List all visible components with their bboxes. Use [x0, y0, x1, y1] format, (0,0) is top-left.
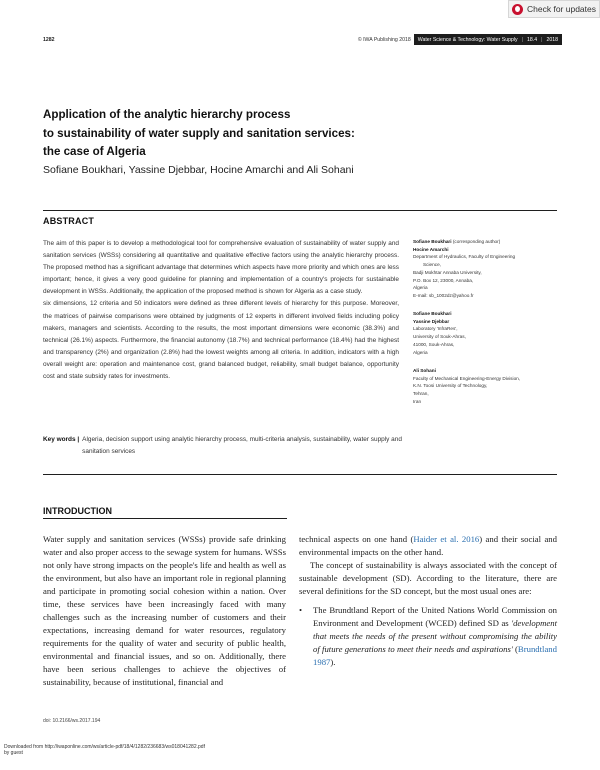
- body-paragraph: Water supply and sanitation services (WSSs) provide safe drinking water and also proper access to the sewage system for humans. WSSs not only have strong impacts on the people's life and health as well as the environment, but also have an important role in regional planning and participate in promoting social cohesion within a nation. Over time, these services have been increasingly faced with many challenges such as the increasing number of customers and their expectations, increasing demand for water resources, regulatory requirements for the quality of water and security of public health, environmental and financial issues, and so on. Additionally, there have been serious challenges to achieve the objectives of sustainability, because of institutional, financial and: [43, 534, 286, 687]
- check-for-updates-icon: [512, 4, 523, 15]
- affiliation-line: Badji Mokhtar Annaba University,: [413, 269, 482, 275]
- abstract-paragraph: six dimensions, 12 criteria and 50 indicators were defined as three different levels of hierarchy for this purpose. Moreover, the matrices of pairwise comparisons were obtained by judgments of 12 experts in different involved fields including policy makers, managers and scientists. According to the results, the most important dimensions were economic (38.3%) and technical (26.1%) aspects. Furthermore, the financial autonomy (18.7%) and technical performance (18.4%) had the highest and transparency (2%) and organization (2.8%) had the lowest weights among all criteria. In addition, indicators with a high overall weight are: operation and maintenance cost, grand balanced budget, reliability, small budget balance, opportunity cost and state subsidy rates for investments.: [43, 300, 399, 381]
- affiliation-email: E-mail: sb_1002dz@yahoo.fr: [413, 292, 474, 298]
- journal-year: 2018: [546, 36, 558, 43]
- affiliation-block: [413, 238, 573, 300]
- introduction-heading: INTRODUCTION: [43, 506, 112, 516]
- copyright: © IWA Publishing 2018: [357, 36, 411, 43]
- affiliation-name: Ali Sohani: [413, 368, 436, 373]
- affiliation-line: Hocine Amarchi: [413, 246, 449, 252]
- affiliation-line: K.N. Toosi University of Technology,: [413, 383, 488, 389]
- journal-name: Water Science & Technology: Water Supply: [417, 36, 518, 43]
- affiliation-line: Faculty of Mechanical Engineering-Energy Division,: [413, 375, 521, 381]
- body-column-left: [43, 533, 286, 689]
- abstract-rule-top: [43, 210, 557, 211]
- page-number: 1282: [43, 36, 55, 43]
- affiliation-line: Science,: [423, 262, 441, 268]
- affiliation-line: Yassine Djebbar: [413, 318, 450, 324]
- citation-link[interactable]: Haider et al. 2016: [413, 534, 480, 544]
- bullet-icon: •: [299, 605, 303, 615]
- running-head: [43, 33, 562, 46]
- journal-band: Water Science & Technology: Water Supply | 18.4 | 2018: [414, 34, 562, 45]
- affiliation-line: Algeria: [413, 349, 428, 355]
- footer-line: Downloaded from http://iwaponline.com/ws/article-pdf/18/4/1282/236683/ws018041282.pdf: [4, 744, 205, 750]
- affiliation-line: University of Souk-Ahras,: [413, 334, 466, 340]
- download-footer: [4, 744, 205, 756]
- journal-issue: 18.4: [526, 36, 538, 43]
- affiliation-note: (corresponding author): [451, 239, 501, 244]
- abstract-body: [43, 238, 399, 383]
- title-line: to sustainability of water supply and sanitation services:: [43, 126, 355, 140]
- quote-text: 'development that meets the needs of the present without compromising the ability of future generations to meet their needs and aspirations': [313, 618, 557, 654]
- abstract-paragraph: The aim of this paper is to develop a methodological tool for comprehensive evaluation of sustainability of water supply and sanitation services (WSSs) considering all quantitative and qualitative effective factors using the analytic hierarchy process. The proposed method has a significant advantage that determines which aspects have more priority and which ones are less important; hence, it gives a very good guideline for planning and implementation of a country's projects for sustainable development in WSSs. Additionally, the application of the proposed method is shown for Algeria as a case study.: [43, 240, 399, 296]
- affiliation-line: Department of Hydraulics, Faculty of Engineering: [413, 254, 516, 260]
- check-for-updates-button[interactable]: [508, 0, 600, 18]
- title-line: the case of Algeria: [43, 145, 146, 158]
- citation-link[interactable]: Brundtland 1987: [313, 644, 557, 667]
- affiliation-line: P.O. Box 12, 23000, Annaba,: [413, 277, 474, 283]
- paper-title: [43, 106, 423, 162]
- affiliation-name: Sofiane Boukhari: [413, 311, 452, 316]
- doi: doi: 10.2166/ws.2017.194: [43, 718, 101, 724]
- keywords-text: Algeria, decision support using analytic hierarchy process, multi-criteria analysis, sustainability, water supply and sanitation services: [82, 436, 402, 456]
- affiliation-line: Iran: [413, 398, 422, 404]
- author-list: Sofiane Boukhari, Yassine Djebbar, Hocine Amarchi and Ali Sohani: [43, 164, 354, 176]
- keywords: [43, 434, 403, 458]
- introduction-rule: [43, 518, 287, 519]
- abstract-rule-bottom: [43, 474, 557, 475]
- keywords-label: Key words |: [43, 436, 80, 443]
- title-line: Application of the analytic hierarchy process: [43, 108, 291, 121]
- affiliation-line: 41000, Souk-Ahras,: [413, 341, 455, 347]
- affiliation-line: Tehran,: [413, 391, 429, 397]
- affiliation-line: Laboratory 'InfraRes',: [413, 326, 458, 332]
- body-paragraph: technical aspects on one hand (Haider et al. 2016) and their social and environmental impacts on the other hand.: [299, 534, 557, 557]
- affiliation-name: Sofiane Boukhari: [413, 239, 452, 244]
- list-item: • The Brundtland Report of the United Nations World Commission on Environment and Development (WCED) defined SD as 'development that meets the needs of the present without compromising the ability of future generations to meet their needs and aspirations' (Brundtland 1987).: [299, 605, 557, 667]
- body-column-right: [299, 533, 557, 669]
- footer-line: by guest: [4, 750, 23, 756]
- affiliation-block: [413, 310, 573, 356]
- check-for-updates-label: Check for updates: [527, 4, 596, 14]
- body-paragraph: The concept of sustainability is always associated with the concept of sustainable development (SD). According to the literature, there are several definitions for the SD concept, but the most usual ones are:: [299, 560, 557, 596]
- abstract-heading: ABSTRACT: [43, 216, 95, 226]
- affiliation-line: Algeria: [413, 285, 428, 291]
- affiliation-block: [413, 367, 573, 406]
